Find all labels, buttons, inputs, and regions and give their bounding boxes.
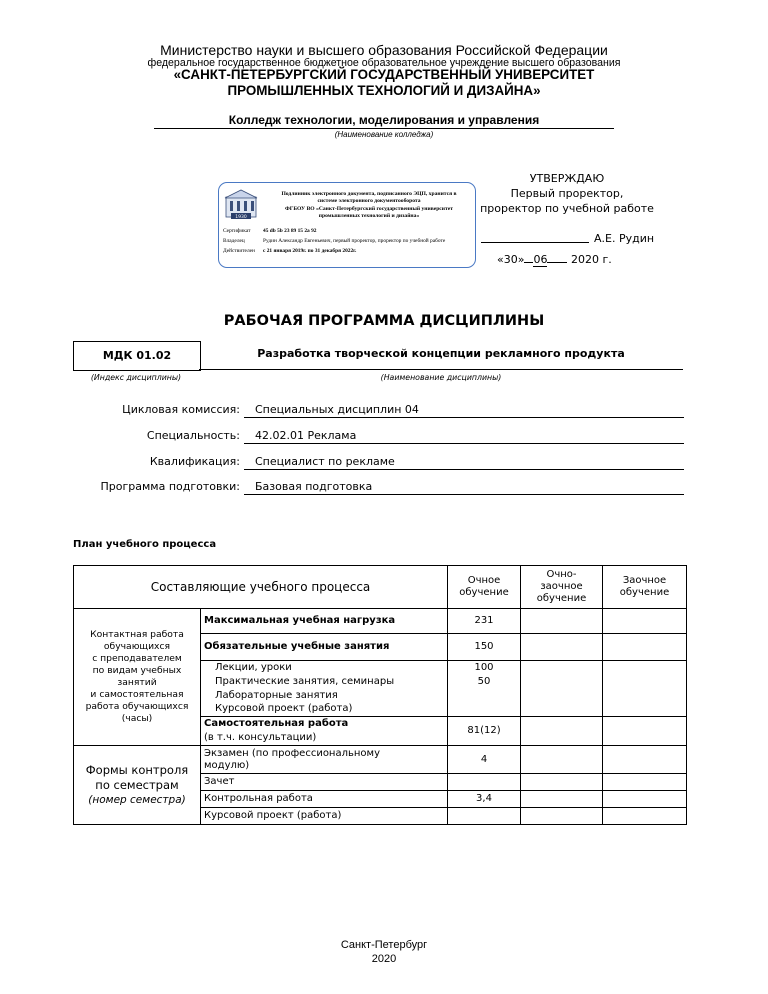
row-course-project-distance [603,703,687,717]
header-mixed-line2: заочное [540,581,583,592]
row-control-work-value: 3,4 [448,791,521,808]
qualification-label: Квалификация: [149,455,240,468]
college-name: Колледж технологии, моделирования и управления [154,113,614,129]
row-course-project-2-distance [603,808,687,825]
group-contact-work-line: (часы) [121,713,153,724]
group-contact-work [74,609,201,746]
program-label: Программа подготовки: [100,480,240,493]
row-lectures-value: 100 [448,661,521,675]
row-self-work-mixed [521,717,603,746]
signature-line [481,241,589,243]
stamp-owner-label: Владелец [223,238,245,244]
plan-title: План учебного процесса [73,539,217,550]
university-name-line1: «САНКТ-ПЕТЕРБУРГСКИЙ ГОСУДАРСТВЕННЫЙ УНИВЕРСИТЕТ [173,67,595,82]
approval-title: УТВЕРЖДАЮ [529,172,605,185]
stamp-notice-line3: ФГБОУ ВО «Санкт-Петербургский государственный университет [285,205,453,212]
row-lectures-mixed [521,661,603,675]
stamp-notice-line1: Подлинник электронного документа, подписанного ЭЦП, хранится в [281,191,457,197]
group-contact-work-line: обучающихся [103,641,171,652]
row-practice-label: Практические занятия, семинары [201,675,448,689]
stamp-validity-value: с 21 января 2019г. по 31 декабря 2022г. [263,248,357,254]
header-distance [603,566,687,609]
stamp-validity-label: Действителен [223,248,255,254]
row-exam-label-line1: Экзамен (по профессиональному [204,747,381,759]
approval-position-line1: Первый проректор, [510,187,624,200]
table-row [74,609,687,634]
stamp-certificate-label: Сертификат [223,228,251,234]
approval-date-year: 2020 г. [570,253,612,266]
header-mixed [521,566,603,609]
electronic-signature-stamp [218,182,476,268]
approval-block [477,171,657,216]
row-self-work-distance [603,717,687,746]
row-practice-value: 50 [448,675,521,689]
university-emblem-icon [223,188,259,222]
row-lectures-label: Лекции, уроки [201,661,448,675]
header-mixed-line3: обучение [536,593,587,604]
group-control-forms-line2: по семестрам [95,777,179,792]
group-contact-work-line: по видам учебных [92,665,182,676]
header-fulltime [448,566,521,609]
group-control-forms-line1: Формы контроля [85,762,189,777]
discipline-name-underline [199,369,683,370]
university-name-line2: ПРОМЫШЛЕННЫХ ТЕХНОЛОГИЙ И ДИЗАЙНА» [227,83,541,98]
row-self-work-label: Самостоятельная работа [201,717,448,731]
group-control-forms [74,746,201,825]
footer-city: Санкт-Петербург [340,939,428,951]
approval-date-month: 06 [533,253,548,266]
university-name [0,67,768,99]
row-labs-label: Лабораторные занятия [201,689,448,703]
emblem-year: 1930 [235,215,247,220]
row-credit-value [448,774,521,791]
row-labs-distance [603,689,687,703]
row-labs-value [448,689,521,703]
row-control-work-distance [603,791,687,808]
institution-type: федеральное государственное бюджетное образовательное учреждение высшего образования [147,57,621,69]
discipline-index-caption: (Индекс дисциплины) [90,373,182,382]
header-components: Составляющие учебного процесса [74,566,448,609]
qualification-value: Специалист по рекламе [244,455,684,470]
row-exam-distance [603,746,687,774]
row-course-project-value [448,703,521,717]
stamp-owner-value: Рудин Александр Евгеньевич, первый проректор, проректор по учебной работе [263,238,446,244]
row-exam-label-line2: модулю) [204,759,250,771]
program-value: Базовая подготовка [244,480,684,495]
row-practice-distance [603,675,687,689]
row-control-work-label: Контрольная работа [201,791,448,808]
stamp-notice-line2: системе электронного документооборота [317,198,421,205]
row-self-work-value: 81(12) [448,717,521,746]
approval-date [497,253,612,267]
row-max-load-mixed [521,609,603,634]
approval-date-day: «30» [497,253,525,266]
document-title: РАБОЧАЯ ПРОГРАММА ДИСЦИПЛИНЫ [223,313,545,329]
header-distance-line2: обучение [619,587,670,598]
discipline-name: Разработка творческой концепции рекламного продукта [257,347,625,360]
row-course-project-mixed [521,703,603,717]
row-exam-label [201,746,448,774]
header-fulltime-line2: обучение [459,587,509,598]
header-fulltime-line1: Очное [467,575,501,586]
row-control-work-mixed [521,791,603,808]
stamp-notice [271,191,467,221]
row-credit-distance [603,774,687,791]
discipline-name-caption: (Наименование дисциплины) [380,373,502,382]
specialty-value: 42.02.01 Реклама [244,429,684,444]
group-contact-work-line: с преподавателем [92,653,182,664]
ministry-name: Министерство науки и высшего образования Российской Федерации [160,42,608,58]
approver-name: А.Е. Рудин [594,232,655,245]
row-max-load-label: Максимальная учебная нагрузка [201,609,448,634]
specialty-label: Специальность: [146,429,240,442]
approval-position-line2: проректор по учебной работе [480,202,654,215]
header-distance-line1: Заочное [622,575,667,586]
row-course-project-2-label: Курсовой проект (работа) [201,808,448,825]
row-course-project-2-mixed [521,808,603,825]
row-credit-mixed [521,774,603,791]
group-contact-work-line: и самостоятельная [90,689,184,700]
study-plan-table [73,565,687,825]
row-course-project-2-value [448,808,521,825]
row-mandatory-label: Обязательные учебные занятия [201,634,448,661]
table-row [74,746,687,774]
row-credit-label: Зачет [201,774,448,791]
footer-year: 2020 [371,953,397,965]
stamp-certificate-value: 45 db 5b 23 89 15 2a 92 [263,228,317,234]
discipline-index: МДК 01.02 [73,341,201,371]
group-contact-work-line: Контактная работа [90,629,184,640]
row-mandatory-mixed [521,634,603,661]
row-exam-mixed [521,746,603,774]
row-self-work-sub-label: (в т.ч. консультации) [201,731,448,746]
table-header-row [74,566,687,609]
group-control-forms-line3: (номер семестра) [88,793,186,806]
row-practice-mixed [521,675,603,689]
row-exam-value: 4 [448,746,521,774]
row-max-load-value: 231 [448,609,521,634]
row-lectures-distance [603,661,687,675]
row-labs-mixed [521,689,603,703]
commission-label: Цикловая комиссия: [122,403,240,416]
row-course-project-label: Курсовой проект (работа) [201,703,448,717]
row-mandatory-value: 150 [448,634,521,661]
row-mandatory-distance [603,634,687,661]
group-contact-work-line: занятий [117,677,157,688]
row-max-load-distance [603,609,687,634]
group-contact-work-line: работа обучающихся [85,701,189,712]
header-mixed-line1: Очно- [546,569,577,580]
stamp-notice-line4: промышленных технологий и дизайна» [318,213,420,220]
commission-value: Специальных дисциплин 04 [244,403,684,418]
college-caption: (Наименование колледжа) [334,130,434,139]
